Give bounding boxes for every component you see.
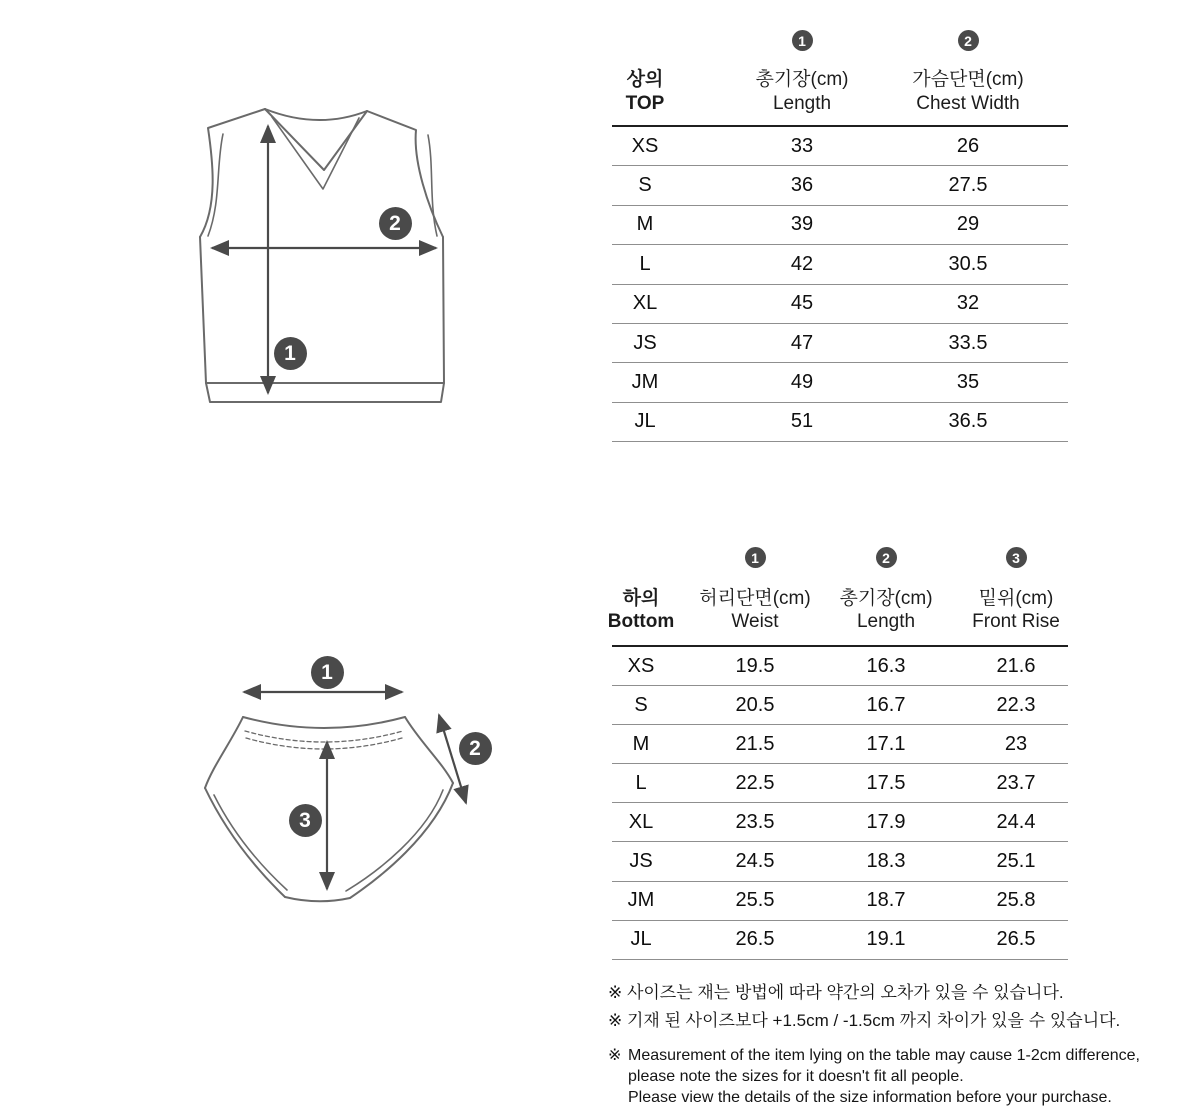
top-table-header: [612, 28, 1068, 127]
value-cell: 33.5: [948, 331, 988, 354]
english-notes: [608, 1046, 1140, 1108]
briefs-measure-3-badge: 3: [289, 804, 322, 837]
top-table-title: 상의 TOP: [625, 69, 665, 114]
size-cell: JS: [633, 331, 657, 354]
value-cell: 21.5: [735, 732, 775, 755]
size-cell: XS: [627, 654, 655, 677]
value-cell: 16.7: [866, 693, 906, 716]
table-row: [612, 363, 1068, 402]
size-cell: JL: [630, 928, 652, 951]
circled-1-icon: 1: [745, 547, 766, 568]
vest-outline: [200, 109, 444, 402]
note-marker: ※: [608, 1047, 622, 1064]
briefs-measure-1-badge: 1: [311, 656, 344, 689]
value-cell: 23.7: [996, 771, 1036, 794]
value-cell: 17.9: [866, 810, 906, 833]
value-cell: 35: [956, 371, 980, 394]
table-row: [612, 206, 1068, 245]
size-cell: M: [632, 732, 650, 755]
size-cell: L: [635, 771, 647, 794]
table-row: [612, 686, 1068, 725]
value-cell: 25.5: [735, 889, 775, 912]
note-line: please note the sizes for it doesn't fit all people.: [628, 1067, 964, 1085]
value-cell: 23: [1004, 732, 1028, 755]
table-row: [612, 324, 1068, 363]
vest-drawing: [180, 90, 480, 420]
size-cell: XS: [631, 134, 659, 157]
value-cell: 30.5: [948, 252, 988, 275]
briefs-measure-arrows: [244, 692, 466, 889]
value-cell: 29: [956, 213, 980, 236]
value-cell: 18.7: [866, 889, 906, 912]
size-cell: JM: [631, 371, 659, 394]
value-cell: 24.5: [735, 850, 775, 873]
value-cell: 19.1: [866, 928, 906, 951]
size-cell: M: [636, 213, 654, 236]
table-row: [612, 842, 1068, 881]
bottom-col-length-header: 총기장(cm) Length: [839, 587, 933, 632]
value-cell: 23.5: [735, 810, 775, 833]
value-cell: 19.5: [735, 654, 775, 677]
circled-1-icon: 1: [792, 30, 813, 51]
size-cell: L: [639, 252, 651, 275]
table-row: [612, 882, 1068, 921]
value-cell: 47: [790, 331, 814, 354]
value-cell: 17.5: [866, 771, 906, 794]
note-line: Please view the details of the size information before your purchase.: [628, 1088, 1112, 1106]
table-row: [612, 647, 1068, 686]
value-cell: 32: [956, 292, 980, 315]
table-row: [612, 803, 1068, 842]
value-cell: 25.8: [996, 889, 1036, 912]
value-cell: 26.5: [735, 928, 775, 951]
value-cell: 22.3: [996, 693, 1036, 716]
note-line: ※ 기재 된 사이즈보다 +1.5cm / -1.5cm 까지 차이가 있을 수 있습니다.: [608, 1010, 1121, 1030]
note-line: ※ 사이즈는 재는 방법에 따라 약간의 오차가 있을 수 있습니다.: [608, 983, 1064, 1002]
value-cell: 24.4: [996, 810, 1036, 833]
circled-2-icon: 2: [876, 547, 897, 568]
value-cell: 18.3: [866, 850, 906, 873]
value-cell: 42: [790, 252, 814, 275]
top-size-table: [612, 28, 1068, 442]
value-cell: 22.5: [735, 771, 775, 794]
value-cell: 51: [790, 410, 814, 433]
table-row: [612, 725, 1068, 764]
vest-measure-2-badge: 2: [379, 207, 412, 240]
circled-3-icon: 3: [1006, 547, 1027, 568]
table-row: [612, 166, 1068, 205]
top-col-chest-header: 가슴단면(cm) Chest Width: [912, 69, 1024, 114]
vest-measure-arrows: [212, 126, 436, 393]
value-cell: 17.1: [866, 732, 906, 755]
circled-2-icon: 2: [958, 30, 979, 51]
korean-notes: [608, 979, 1120, 1034]
bottom-size-table: [607, 545, 1068, 960]
vest-measurement-diagram: [180, 90, 480, 420]
briefs-measure-2-badge: 2: [459, 732, 492, 765]
size-cell: S: [634, 693, 648, 716]
bottom-table-title: 하의 Bottom: [607, 587, 675, 632]
english-note-body: [628, 1046, 1140, 1108]
bottom-col-rise-header: 밑위(cm) Front Rise: [972, 587, 1060, 632]
size-cell: XL: [628, 810, 654, 833]
table-row: [612, 921, 1068, 960]
table-row: [612, 403, 1068, 442]
value-cell: 16.3: [866, 654, 906, 677]
value-cell: 26: [956, 134, 980, 157]
size-cell: XL: [632, 292, 658, 315]
briefs-drawing: [190, 640, 510, 920]
table-row: [612, 764, 1068, 803]
briefs-outline: [205, 717, 453, 901]
vest-measure-1-badge: 1: [274, 337, 307, 370]
value-cell: 33: [790, 134, 814, 157]
value-cell: 21.6: [996, 654, 1036, 677]
bottom-table-header: [607, 545, 1068, 647]
size-cell: JL: [634, 410, 656, 433]
top-col-length-header: 총기장(cm) Length: [755, 69, 849, 114]
table-row: [612, 245, 1068, 284]
value-cell: 36.5: [948, 410, 988, 433]
value-cell: 39: [790, 213, 814, 236]
value-cell: 26.5: [996, 928, 1036, 951]
value-cell: 49: [790, 371, 814, 394]
table-row: [612, 285, 1068, 324]
value-cell: 27.5: [948, 174, 988, 197]
value-cell: 36: [790, 174, 814, 197]
size-cell: JM: [627, 889, 655, 912]
size-cell: S: [638, 174, 652, 197]
value-cell: 20.5: [735, 693, 775, 716]
briefs-measurement-diagram: [190, 640, 510, 920]
table-row: [612, 127, 1068, 166]
value-cell: 45: [790, 292, 814, 315]
value-cell: 25.1: [996, 850, 1036, 873]
bottom-col-waist-header: 허리단면(cm) Weist: [699, 587, 811, 632]
size-cell: JS: [629, 850, 653, 873]
note-line: Measurement of the item lying on the table may cause 1-2cm difference,: [628, 1047, 1140, 1064]
